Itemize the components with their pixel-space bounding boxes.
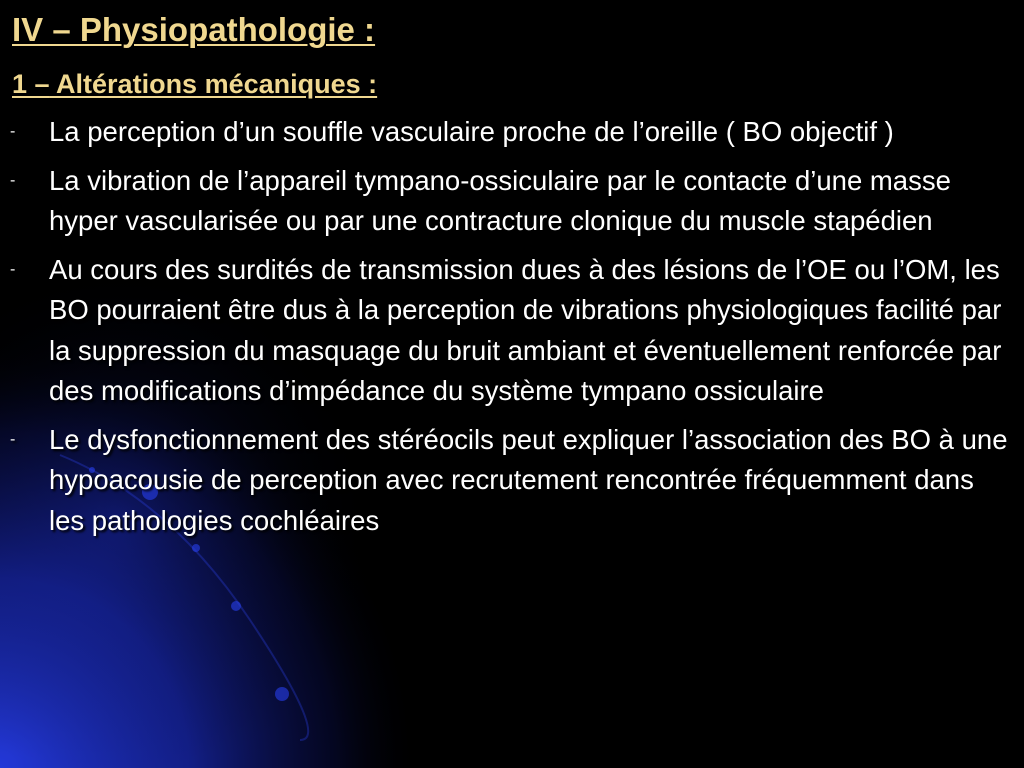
- bullet-dash: -: [10, 123, 16, 140]
- subtitle-number: 1 –: [12, 69, 50, 99]
- bullet-dash: -: [10, 260, 16, 278]
- subtitle-text: Altérations mécaniques :: [49, 69, 378, 99]
- bullet-item: [0, 112, 1024, 153]
- slide-title: IV – Physiopathologie :: [12, 11, 376, 48]
- bullet-text: Au cours des surdités de transmission dues à des lésions de l’OE ou l’OM, les BO pourraient être dus à la perception de vibrations physiologiques facilité par la suppression du masquage du bruit ambiant et éventuellement renforcée par des modifications d’impédance du système tympano ossiculaire: [49, 253, 1002, 406]
- bullet-list: [0, 112, 1024, 549]
- bullet-text: Le dysfonctionnement des stéréocils peut expliquer l’association des BO à une hypoacousie de perception avec recrutement rencontrée fréquemment dans les pathologies cochléaires: [49, 423, 1008, 536]
- slide-subtitle: [12, 66, 377, 102]
- bullet-item: [0, 161, 1024, 242]
- bullet-dash: -: [10, 430, 16, 448]
- bullet-dash: -: [10, 171, 16, 189]
- bullet-text: La perception d’un souffle vasculaire proche de l’oreille ( BO objectif ): [49, 116, 894, 147]
- bullet-item: [0, 420, 1024, 542]
- bullet-text: La vibration de l’appareil tympano-ossiculaire par le contacte d’une masse hyper vascularisée ou par une contracture clonique du muscle stapédien: [49, 164, 951, 236]
- bullet-item: [0, 250, 1024, 412]
